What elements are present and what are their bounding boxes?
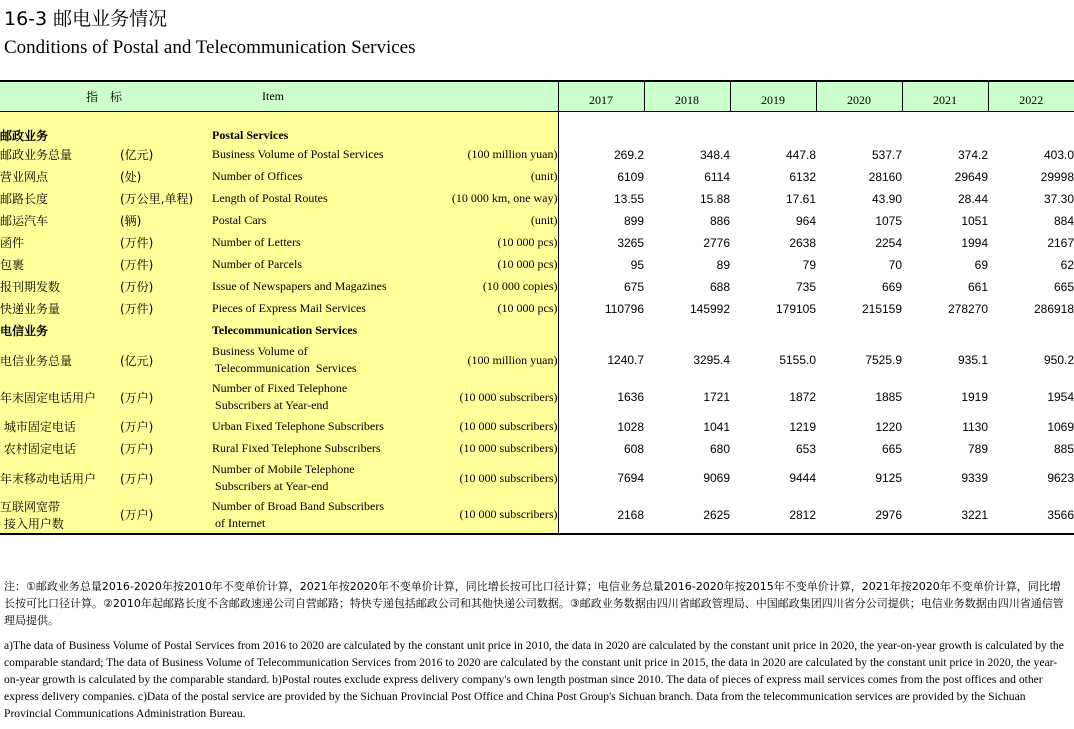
table-row xyxy=(0,298,1074,320)
value-cell: 348.4 xyxy=(699,147,731,162)
unit-chinese: (万户) xyxy=(120,379,212,416)
item-english: Postal Cars xyxy=(212,210,434,232)
unit-chinese: (万份) xyxy=(120,276,212,298)
value-cell: 1028 xyxy=(617,419,645,434)
unit-english: (10 000 subscribers) xyxy=(434,416,558,438)
value-cell: 3566 xyxy=(988,497,1074,534)
value-cell: 95 xyxy=(630,257,645,272)
value-cell: 15.88 xyxy=(699,191,731,206)
table-row xyxy=(0,416,1074,438)
unit-chinese: (辆) xyxy=(120,210,212,232)
indicator-chinese: 快递业务量 xyxy=(0,298,120,320)
unit-chinese xyxy=(120,112,212,144)
value-cell: 286918 xyxy=(1033,301,1074,316)
value-cell: 899 xyxy=(623,213,645,228)
value-cell: 789 xyxy=(967,441,989,456)
item-english: Rural Fixed Telephone Subscribers xyxy=(212,438,434,460)
value-cell: 215159 xyxy=(861,301,903,316)
value-cell: 5155.0 xyxy=(779,353,817,367)
value-cell xyxy=(902,112,988,144)
table-body xyxy=(0,112,1074,534)
value-cell: 1885 xyxy=(875,390,903,404)
table-row xyxy=(0,497,1074,534)
unit-chinese: (亿元) xyxy=(120,144,212,166)
value-cell: 29649 xyxy=(954,169,989,184)
unit-english: (10 000 subscribers) xyxy=(434,379,558,416)
postal-telecom-table xyxy=(0,80,1074,535)
item-english: Business Volume of Postal Services xyxy=(212,144,434,166)
header-year: 2022 xyxy=(988,81,1074,112)
value-cell: 6114 xyxy=(704,169,731,184)
indicator-chinese: 邮政业务总量 xyxy=(0,144,120,166)
indicator-chinese: 年末移动电话用户 xyxy=(0,460,120,497)
notes-english: a)The data of Business Volume of Postal Services from 2016 to 2020 are calculated by the constant unit price in 2010, the data in 2020 are calculated by the constant unit price in 2020, the year-on-year growth is calculated by the comparable standard; The data of Business Volume of Telecommunication Services from 2016 to 2020 are calculated by the constant unit price in 2015, the data in 2020 are calculated by the constant unit price in 2020, the year-on-year growth is calculated by the comparable standard. b)Postal routes exclude express delivery company's own length postman since 2010. The data of pieces of express mail services comes from the post offices and other express delivery companies. c)Data of the postal service are provided by the Sichuan Provincial Post Office and China Post Group's Sichuan branch. Data from the telecommunication services are provided by the Sichuan Provincial Communications Administration Bureau. xyxy=(4,639,1064,720)
value-cell: 653 xyxy=(795,441,817,456)
item-english: Business Volume of Telecommunication Services xyxy=(212,342,434,379)
value-cell: 110796 xyxy=(604,301,645,316)
unit-chinese: (万户) xyxy=(120,438,212,460)
value-cell: 69 xyxy=(974,257,989,272)
header-year: 2020 xyxy=(816,81,902,112)
table-row xyxy=(0,188,1074,210)
value-cell: 37.30 xyxy=(1043,191,1074,206)
unit-chinese: (万公里,单程) xyxy=(120,188,212,210)
value-cell: 3295.4 xyxy=(693,353,731,367)
value-cell: 9125 xyxy=(875,471,903,485)
value-cell: 447.8 xyxy=(785,147,817,162)
unit-english: (10 000 subscribers) xyxy=(434,460,558,497)
table-row xyxy=(0,166,1074,188)
value-cell: 885 xyxy=(1053,441,1074,456)
value-cell: 269.2 xyxy=(613,147,645,162)
notes-chinese: 注：①邮政业务总量2016-2020年按2010年不变单价计算，2021年按2020年不变单价计算，同比增长按可比口径计算；电信业务总量2016-2020年按2015年不变单价计算，2021年按2020年不变单价计算，同比增长按可比口径计算。②2010年起邮路长度不含邮政速递公司自营邮路；特快专递包括邮政公司和其他快递公司数据。③邮政业务数据由四川省邮政管理局、中国邮政集团四川省分公司提供；电信业务数据由四川省通信管理局提供。 xyxy=(4,580,1064,627)
value-cell: 1994 xyxy=(961,235,989,250)
indicator-chinese: 电信业务总量 xyxy=(0,342,120,379)
value-cell xyxy=(730,112,816,144)
value-cell: 17.61 xyxy=(785,191,817,206)
value-cell: 735 xyxy=(795,279,817,294)
unit-english: (unit) xyxy=(434,210,558,232)
table-row xyxy=(0,460,1074,497)
value-cell: 9339 xyxy=(961,471,989,485)
table-row xyxy=(0,254,1074,276)
value-cell: 7694 xyxy=(617,471,645,485)
value-cell: 1954 xyxy=(1047,390,1074,404)
unit-chinese: (万件) xyxy=(120,254,212,276)
value-cell: 1919 xyxy=(961,390,989,404)
value-cell: 13.55 xyxy=(613,191,645,206)
item-english: Telecommunication Services xyxy=(212,320,434,342)
value-cell: 2776 xyxy=(703,235,731,250)
value-cell: 537.7 xyxy=(871,147,903,162)
table-row xyxy=(0,144,1074,166)
value-cell: 661 xyxy=(967,279,989,294)
value-cell: 2976 xyxy=(816,497,902,534)
value-cell: 145992 xyxy=(689,301,731,316)
indicator-chinese: 包裹 xyxy=(0,254,120,276)
value-cell: 6132 xyxy=(789,169,817,184)
indicator-chinese: 互联网宽带 接入用户数 xyxy=(0,497,120,534)
value-cell: 9069 xyxy=(703,471,731,485)
value-cell: 43.90 xyxy=(871,191,903,206)
unit-english: (100 million yuan) xyxy=(434,342,558,379)
item-english: Length of Postal Routes xyxy=(212,188,434,210)
value-cell: 2812 xyxy=(730,497,816,534)
header-year: 2017 xyxy=(558,81,644,112)
value-cell: 2168 xyxy=(558,497,644,534)
value-cell xyxy=(558,112,644,144)
indicator-chinese: 营业网点 xyxy=(0,166,120,188)
value-cell: 1069 xyxy=(1047,419,1074,434)
value-cell: 608 xyxy=(623,441,645,456)
item-english: Postal Services xyxy=(212,112,434,144)
value-cell: 680 xyxy=(709,441,731,456)
value-cell: 3221 xyxy=(902,497,988,534)
value-cell xyxy=(644,112,730,144)
value-cell: 665 xyxy=(1053,279,1074,294)
value-cell: 7525.9 xyxy=(865,353,903,367)
value-cell: 28.44 xyxy=(957,191,989,206)
value-cell xyxy=(902,320,988,342)
value-cell: 1219 xyxy=(789,419,817,434)
indicator-chinese: 农村固定电话 xyxy=(0,438,120,460)
header-year: 2018 xyxy=(644,81,730,112)
table-row xyxy=(0,210,1074,232)
unit-chinese: (亿元) xyxy=(120,342,212,379)
indicator-chinese: 邮运汽车 xyxy=(0,210,120,232)
header-item: Item xyxy=(212,81,558,112)
unit-chinese: (万件) xyxy=(120,298,212,320)
unit-english xyxy=(434,112,558,144)
item-english: Number of Mobile Telephone Subscribers at Year-end xyxy=(212,460,434,497)
unit-english: (10 000 copies) xyxy=(434,276,558,298)
value-cell: 70 xyxy=(888,257,903,272)
item-english: Number of Broad Band Subscribers of Internet xyxy=(212,497,434,534)
value-cell: 1130 xyxy=(962,419,989,434)
header-row xyxy=(0,81,1074,112)
item-english: Number of Letters xyxy=(212,232,434,254)
unit-english: (10 000 pcs) xyxy=(434,254,558,276)
indicator-chinese: 报刊期发数 xyxy=(0,276,120,298)
value-cell: 62 xyxy=(1060,257,1074,272)
unit-chinese: (万户) xyxy=(120,416,212,438)
value-cell xyxy=(644,320,730,342)
value-cell xyxy=(816,320,902,342)
table-row xyxy=(0,342,1074,379)
value-cell: 669 xyxy=(881,279,903,294)
item-english: Issue of Newspapers and Magazines xyxy=(212,276,434,298)
header-year: 2021 xyxy=(902,81,988,112)
value-cell: 1636 xyxy=(617,390,645,404)
section-row xyxy=(0,320,1074,342)
value-cell: 2167 xyxy=(1047,235,1074,250)
item-english: Number of Offices xyxy=(212,166,434,188)
unit-chinese xyxy=(120,320,212,342)
value-cell xyxy=(730,320,816,342)
table-row xyxy=(0,232,1074,254)
unit-english: (10 000 pcs) xyxy=(434,298,558,320)
value-cell: 665 xyxy=(881,441,903,456)
value-cell xyxy=(988,320,1074,342)
value-cell: 1041 xyxy=(703,419,731,434)
unit-english: (10 000 subscribers) xyxy=(434,438,558,460)
value-cell: 89 xyxy=(716,257,731,272)
value-cell: 1721 xyxy=(703,390,731,404)
value-cell: 9444 xyxy=(789,471,817,485)
unit-english: (10 000 pcs) xyxy=(434,232,558,254)
unit-chinese: (万户) xyxy=(120,460,212,497)
section-row xyxy=(0,112,1074,144)
indicator-chinese: 邮路长度 xyxy=(0,188,120,210)
value-cell xyxy=(816,112,902,144)
item-english: Pieces of Express Mail Services xyxy=(212,298,434,320)
table-row xyxy=(0,276,1074,298)
table-title-english: Conditions of Postal and Telecommunication Services xyxy=(4,37,416,58)
value-cell: 1872 xyxy=(789,390,817,404)
value-cell: 950.2 xyxy=(1043,353,1074,367)
value-cell: 79 xyxy=(802,257,817,272)
unit-english: (10 000 km, one way) xyxy=(434,188,558,210)
value-cell: 935.1 xyxy=(957,353,989,367)
indicator-chinese: 年末固定电话用户 xyxy=(0,379,120,416)
table-title-chinese: 16-3 邮电业务情况 xyxy=(4,8,168,30)
table-row xyxy=(0,379,1074,416)
value-cell: 179105 xyxy=(775,301,817,316)
unit-english xyxy=(434,320,558,342)
value-cell xyxy=(558,320,644,342)
indicator-chinese: 电信业务 xyxy=(0,320,120,342)
value-cell: 1075 xyxy=(875,213,903,228)
value-cell: 688 xyxy=(709,279,731,294)
value-cell: 964 xyxy=(795,213,817,228)
value-cell: 2254 xyxy=(875,235,903,250)
indicator-chinese: 函件 xyxy=(0,232,120,254)
value-cell: 1220 xyxy=(875,419,903,434)
header-indicator: 指 标 xyxy=(0,81,212,112)
value-cell: 9623 xyxy=(1047,471,1074,485)
unit-chinese: (处) xyxy=(120,166,212,188)
value-cell: 884 xyxy=(1053,213,1074,228)
value-cell: 28160 xyxy=(868,169,903,184)
value-cell: 2625 xyxy=(644,497,730,534)
value-cell: 374.2 xyxy=(957,147,989,162)
value-cell: 1051 xyxy=(961,213,989,228)
item-english: Number of Fixed Telephone Subscribers at Year-end xyxy=(212,379,434,416)
item-english: Urban Fixed Telephone Subscribers xyxy=(212,416,434,438)
value-cell: 2638 xyxy=(789,235,817,250)
unit-english: (100 million yuan) xyxy=(434,144,558,166)
header-year: 2019 xyxy=(730,81,816,112)
unit-english: (10 000 subscribers) xyxy=(434,497,558,534)
value-cell: 403.0 xyxy=(1043,147,1074,162)
table-row xyxy=(0,438,1074,460)
value-cell: 886 xyxy=(709,213,731,228)
value-cell: 675 xyxy=(623,279,645,294)
value-cell: 278270 xyxy=(947,301,989,316)
value-cell: 29998 xyxy=(1040,169,1074,184)
item-english: Number of Parcels xyxy=(212,254,434,276)
unit-english: (unit) xyxy=(434,166,558,188)
indicator-chinese: 城市固定电话 xyxy=(0,416,120,438)
value-cell: 6109 xyxy=(617,169,645,184)
value-cell xyxy=(988,112,1074,144)
unit-chinese: (万件) xyxy=(120,232,212,254)
unit-chinese: (万户) xyxy=(120,497,212,534)
indicator-chinese: 邮政业务 xyxy=(0,112,120,144)
value-cell: 1240.7 xyxy=(607,353,645,367)
value-cell: 3265 xyxy=(617,235,645,250)
